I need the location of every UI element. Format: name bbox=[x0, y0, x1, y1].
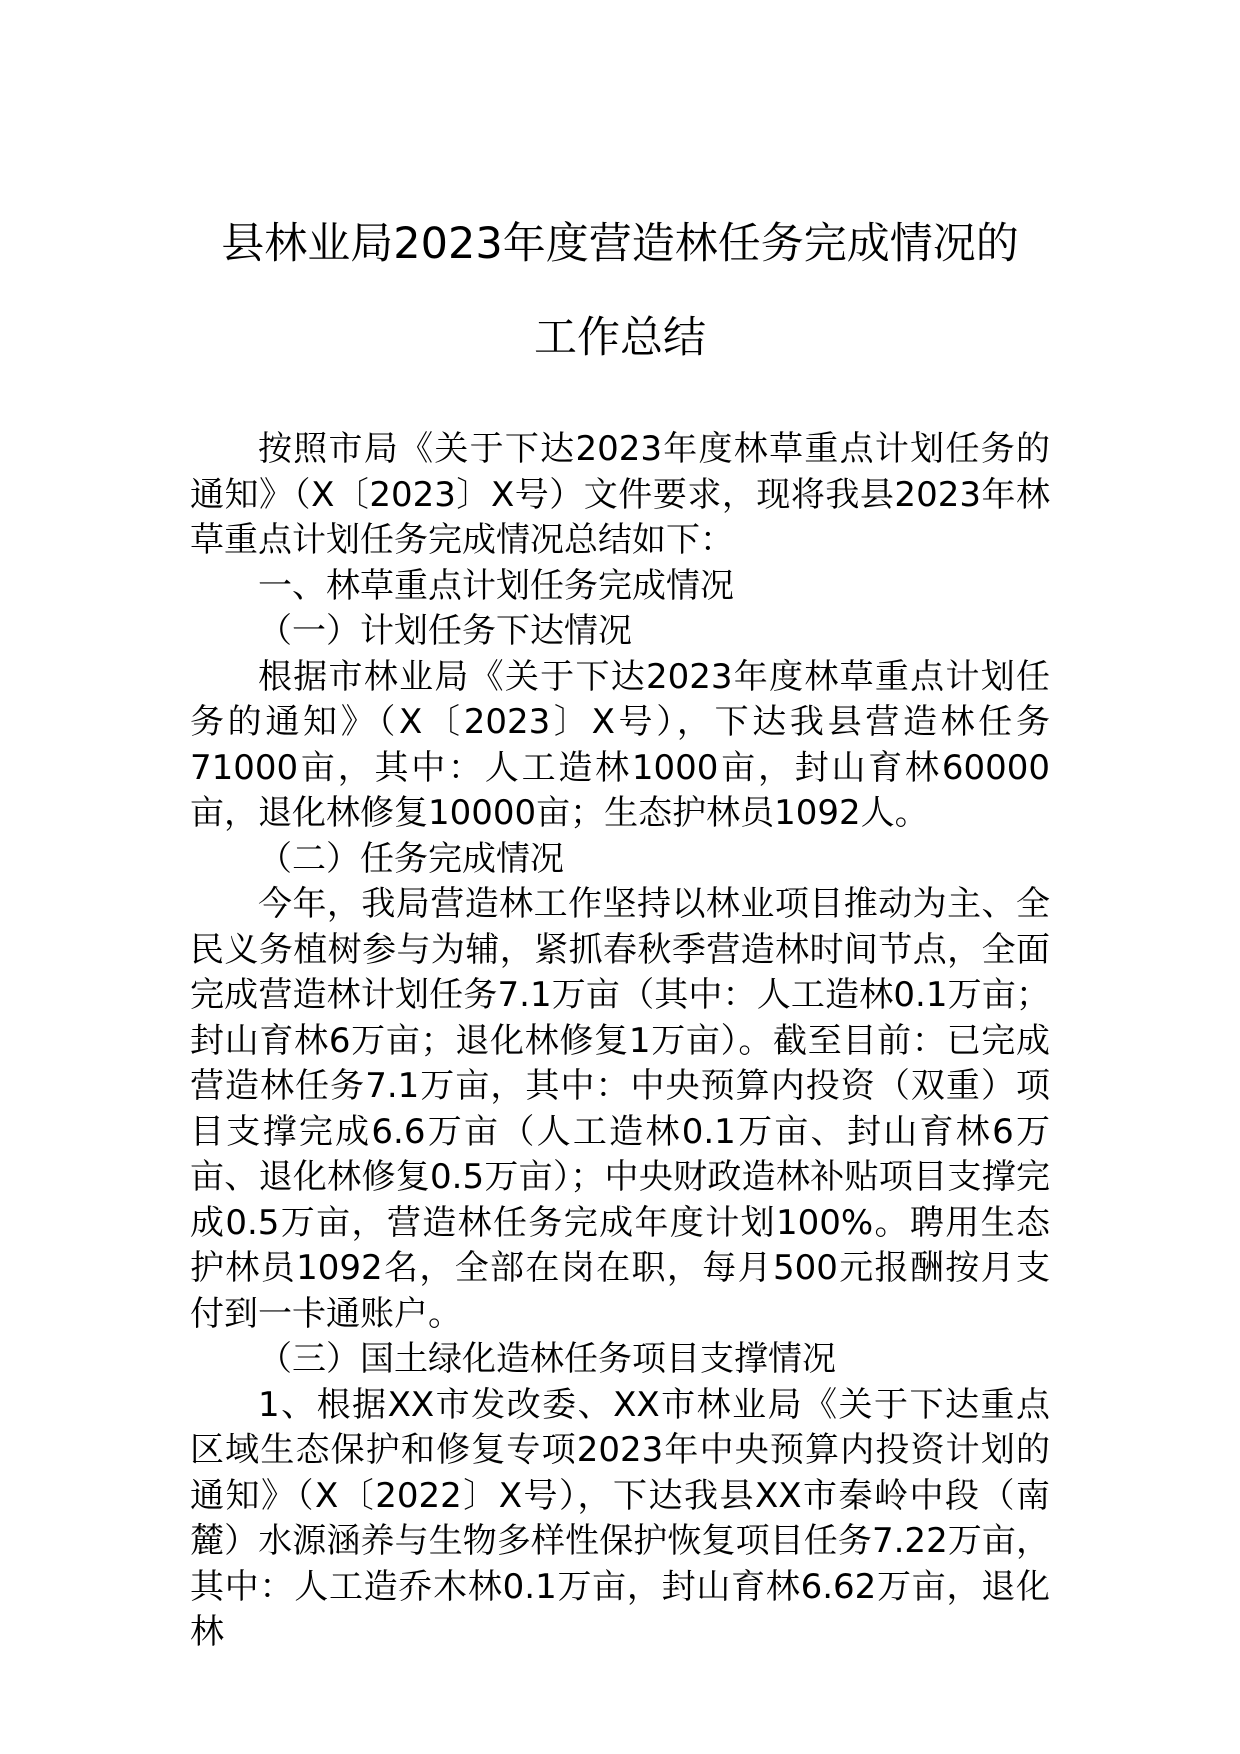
document-body bbox=[190, 427, 1050, 1656]
document-title-line-1: 县林业局2023年度营造林任务完成情况的 bbox=[221, 219, 1019, 269]
document-title-line-2: 工作总结 bbox=[534, 313, 706, 363]
subsection-heading-3: （三）国土绿化造林任务项目支撑情况 bbox=[258, 1339, 836, 1379]
subsection-heading-2: （二）任务完成情况 bbox=[258, 838, 564, 879]
intro-paragraph: 按照市局《关于下达2023年度林草重点计划任务的通知》（X〔2023〕X号）文件要求，现将我县2023年林草重点计划任务完成情况总结如下： bbox=[190, 429, 1050, 560]
subsection-heading-1: （一）计划任务下达情况 bbox=[258, 611, 632, 651]
task-completion-paragraph: 今年，我局营造林工作坚持以林业项目推动为主、全民义务植树参与为辅，紧抓春秋季营造林时间节点，全面完成营造林计划任务7.1万亩（其中：人工造林0.1万亩；封山育林6万亩；退化林修复1万亩）。截至目前：已完成营造林任务7.1万亩，其中：中央预算内投资（双重）项目支撑完成6.6万亩（人工造林0.1万亩、封山育林6万亩、退化林修复0.5万亩）；中央财政造林补贴项目支撑完成0.5万亩，营造林任务完成年度计划100%。聘用生态护林员1092名，全部在岗在职，每月500元报酬按月支付到一卡通账户。 bbox=[190, 884, 1050, 1334]
project-support-paragraph: 1、根据XX市发改委、XX市林业局《关于下达重点区域生态保护和修复专项2023年中央预算内投资计划的通知》（X〔2022〕X号），下达我县XX市秦岭中段（南麓）水源涵养与生物多样性保护恢复项目任务7.22万亩，其中：人工造乔木林0.1万亩，封山育林6.62万亩，退化林 bbox=[190, 1384, 1050, 1652]
task-assignment-paragraph: 根据市林业局《关于下达2023年度林草重点计划任务的通知》（X〔2023〕X号），下达我县营造林任务71000亩，其中：人工造林1000亩，封山育林60000亩，退化林修复10000亩；生态护林员1092人。 bbox=[190, 656, 1050, 833]
section-heading-1: 一、林草重点计划任务完成情况 bbox=[258, 565, 734, 606]
